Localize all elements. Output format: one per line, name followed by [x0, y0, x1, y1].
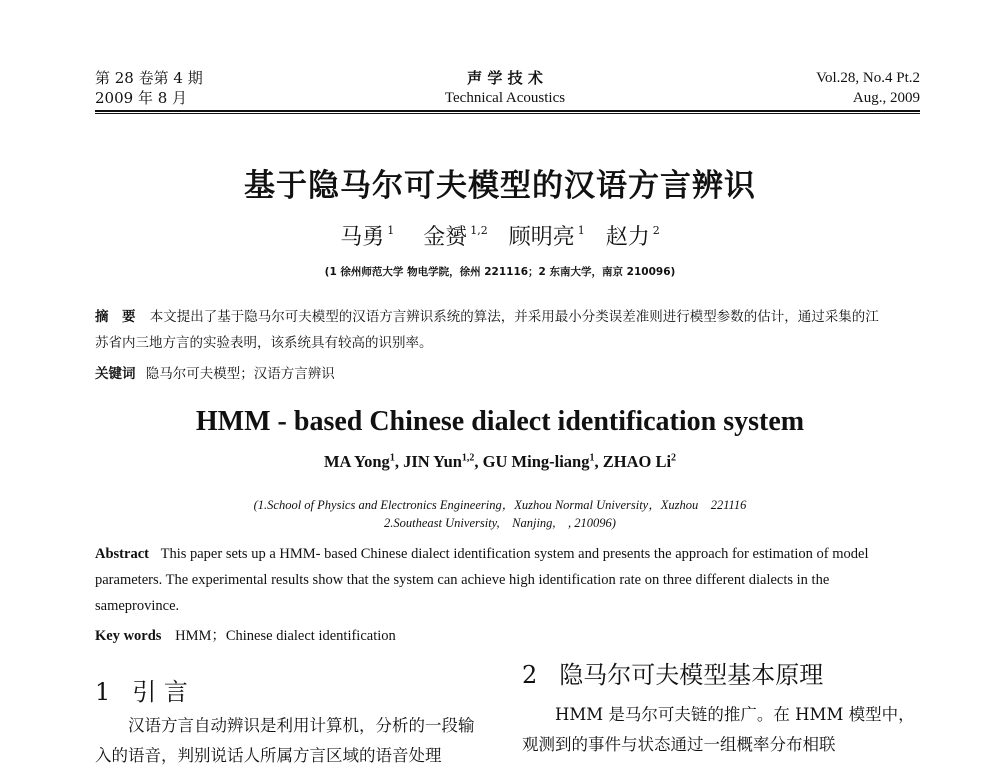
author-list-en: [0, 452, 1000, 472]
journal-issue: [95, 68, 203, 108]
journal-issue-en: [816, 68, 920, 108]
affiliation-en-line2: 2.Southeast University, Nanjing, , 210096): [384, 516, 616, 530]
section-heading: 2 隐马尔可夫模型基本原理: [522, 661, 824, 689]
keywords-en: [95, 624, 396, 645]
journal-name-en: Technical Acoustics: [444, 90, 566, 106]
author-cn: 顾明亮 $^1$: [508, 224, 585, 250]
section-heading: 1 引 言: [95, 678, 188, 706]
section-paragraph: HMM 是马尔可夫链的推广。在 HMM 模型中，观测到的事件与状态通过一组概率分布相联: [522, 705, 915, 754]
abstract-label-cn: 摘 要: [95, 309, 136, 325]
author-list-cn: [0, 220, 1000, 251]
author-en: ZHAO Li$^2$: [602, 452, 677, 471]
header-rule-thin: [95, 113, 920, 114]
keywords-label-cn: 关键词: [95, 366, 136, 382]
author-en: GU Ming-liang$^1$,: [482, 452, 603, 471]
author-cn: 金赟 $^{1,2}$: [423, 224, 488, 250]
affiliation-cn: (1 徐州师范大学 物电学院，徐州 221116；2 东南大学，南京 210096): [324, 266, 676, 278]
keywords-text-en: HMM；Chinese dialect identification: [175, 628, 396, 644]
author-en: JIN Yun$^{1,2}$,: [403, 452, 483, 471]
journal-volume-en: Vol.28, No.4 Pt.2: [816, 70, 920, 86]
keywords-cn: [95, 362, 335, 382]
section-paragraph: 汉语方言自动辨识是利用计算机，分析的一段输入的语音，判别说话人所属方言区域的语音处理: [95, 716, 475, 765]
author-cn: 马勇 $^1$: [340, 224, 395, 250]
journal-volume-cn: 第 28 卷第 4 期: [95, 69, 203, 87]
affiliation-en-line1: (1.School of Physics and Electronics Engineering，Xuzhou Normal University，Xuzhou 221116: [253, 498, 747, 512]
journal-name-cn: 声 学 技 术: [467, 69, 543, 87]
journal-date-cn: 2009 年 8 月: [95, 89, 188, 107]
abstract-label-en: Abstract: [95, 546, 149, 562]
abstract-text-en: This paper sets up a HMM- based Chinese dialect identification system and presents the approach for estimation of model parameters. The experimental results show that the system can achieve high identification rate on three different dialects in the sameprovince.: [95, 546, 869, 614]
journal-name: [380, 68, 630, 108]
journal-date-en: Aug., 2009: [852, 90, 920, 106]
keywords-text-cn: 隐马尔可夫模型；汉语方言辨识: [145, 366, 335, 382]
author-cn: 赵力 $^2$: [605, 224, 660, 250]
author-en: MA Yong$^1$,: [323, 452, 404, 471]
paper-title-cn: 基于隐马尔可夫模型的汉语方言辨识: [244, 168, 756, 204]
abstract-cn: [95, 304, 885, 356]
keywords-label-en: Key words: [95, 628, 162, 644]
abstract-en: [95, 541, 895, 619]
abstract-text-cn: 本文提出了基于隐马尔可夫模型的汉语方言辨识系统的算法，并采用最小分类误差准则进行模型参数的估计，通过采集的江苏省内三地方言的实验表明，该系统具有较高的识别率。: [95, 309, 879, 351]
header-rule: [95, 110, 920, 112]
paper-title-en: HMM - based Chinese dialect identification system: [195, 406, 805, 437]
